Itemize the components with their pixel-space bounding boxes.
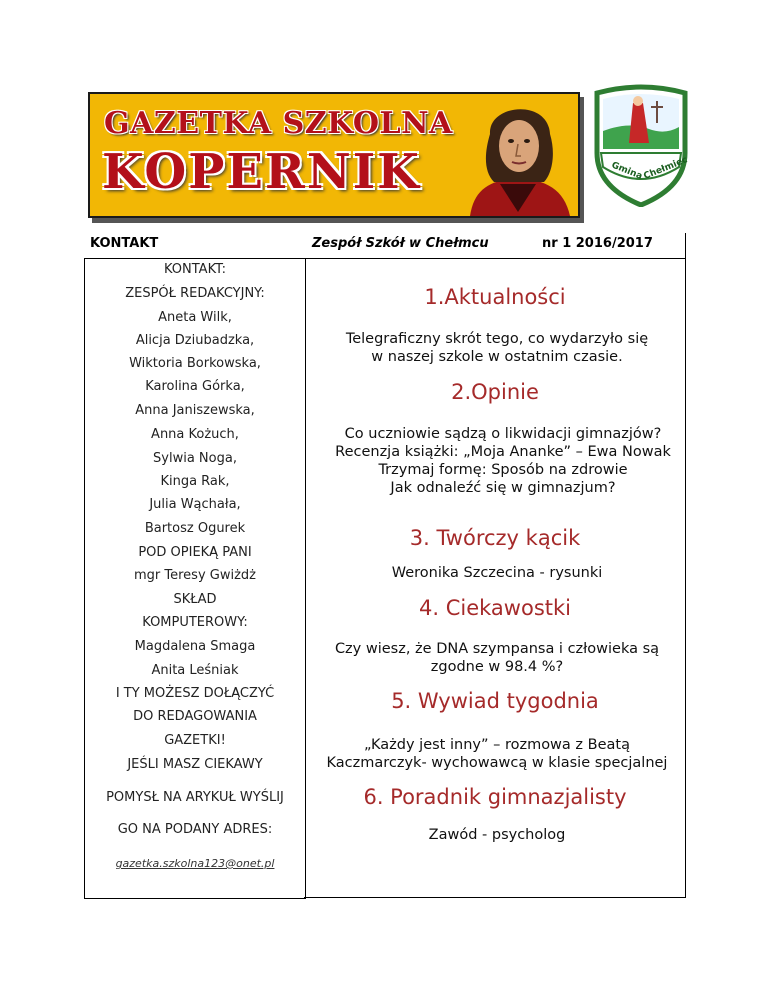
header-issue-number: nr 1 2016/2017	[542, 236, 653, 251]
section-text: Weronika Szczecina - rysunki	[391, 565, 603, 581]
contact-line: Julia Wąchała,	[149, 497, 241, 512]
contact-line: Kinga Rak,	[160, 474, 230, 489]
section-text: Recenzja książki: „Moja Ananke” – Ewa Nowak	[335, 444, 671, 460]
section-text: Zawód - psycholog	[428, 827, 566, 843]
crest-text-top: Gmina	[609, 160, 644, 182]
gmina-chelmiec-crest-image	[589, 83, 693, 207]
section-text: zgodne w 98.4 %?	[430, 659, 564, 675]
contact-line: Aneta Wilk,	[158, 310, 232, 325]
contact-line: DO REDAGOWANIA	[133, 709, 257, 724]
section-text: Czy wiesz, że DNA szympansa i człowieka są	[334, 641, 660, 657]
masthead-title-line1: GAZETKA SZKOLNA	[104, 106, 453, 141]
masthead-banner	[88, 92, 580, 218]
contact-line: Karolina Górka,	[145, 379, 245, 394]
header-school-name: Zespół Szkół w Chełmcu	[312, 236, 489, 251]
section-heading-curiosities: 4. Ciekawostki	[419, 596, 571, 620]
section-heading-guide: 6. Poradnik gimnazjalisty	[363, 785, 627, 809]
section-heading-interview: 5. Wywiad tygodnia	[391, 689, 599, 713]
section-text: Kaczmarczyk- wychowawcą w klasie specjalnej	[326, 755, 668, 771]
header-contact-label: KONTAKT	[90, 236, 159, 251]
contact-line: ZESPÓŁ REDAKCYJNY:	[125, 286, 265, 301]
section-text: Co uczniowie sądzą o likwidacji gimnazjów?	[344, 426, 662, 442]
contact-line: Sylwia Noga,	[153, 451, 237, 466]
section-text: Trzymaj formę: Sposób na zdrowie	[378, 462, 628, 478]
section-text: w naszej szkole w ostatnim czasie.	[371, 349, 623, 365]
contact-line: GAZETKI!	[164, 733, 226, 748]
masthead-title-line2: KOPERNIK	[102, 144, 421, 200]
contact-line: I TY MOŻESZ DOŁĄCZYĆ	[115, 686, 275, 701]
section-text: Telegraficzny skrót tego, co wydarzyło się	[345, 331, 649, 347]
crest-text-bottom: Chełmiec	[642, 155, 690, 182]
contact-line: KONTAKT:	[163, 262, 226, 277]
section-heading-creative-corner: 3. Twórczy kącik	[409, 526, 581, 550]
contact-line: mgr Teresy Gwiżdż	[134, 568, 256, 583]
contact-line: Anita Leśniak	[151, 663, 239, 678]
contact-line: GO NA PODANY ADRES:	[117, 822, 273, 837]
section-text: „Każdy jest inny” – rozmowa z Beatą	[364, 737, 630, 753]
contact-line: POMYSŁ NA ARYKUŁ WYŚLIJ	[106, 790, 284, 805]
copernicus-portrait-image	[460, 94, 578, 216]
bottom-border	[304, 897, 686, 898]
contact-line: Magdalena Smaga	[134, 639, 256, 654]
section-heading-news: 1.Aktualności	[424, 285, 566, 309]
contact-line: Bartosz Ogurek	[144, 521, 246, 536]
contact-line: Wiktoria Borkowska,	[129, 356, 261, 371]
contact-line: JEŚLI MASZ CIEKAWY	[127, 757, 263, 772]
contact-line: POD OPIEKĄ PANI	[138, 545, 252, 560]
contact-line: Anna Kożuch,	[151, 427, 239, 442]
contact-line: Alicja Dziubadzka,	[135, 333, 255, 348]
section-text: Jak odnaleźć się w gimnazjum?	[390, 480, 616, 496]
contact-line: KOMPUTEROWY:	[142, 615, 248, 630]
contact-email-wrap	[84, 856, 306, 871]
contact-line: SKŁAD	[173, 592, 217, 607]
contact-line: Anna Janiszewska,	[135, 403, 255, 418]
contact-email-link[interactable]: gazetka.szkolna123@onet.pl	[115, 857, 275, 870]
section-heading-opinions: 2.Opinie	[451, 380, 539, 404]
